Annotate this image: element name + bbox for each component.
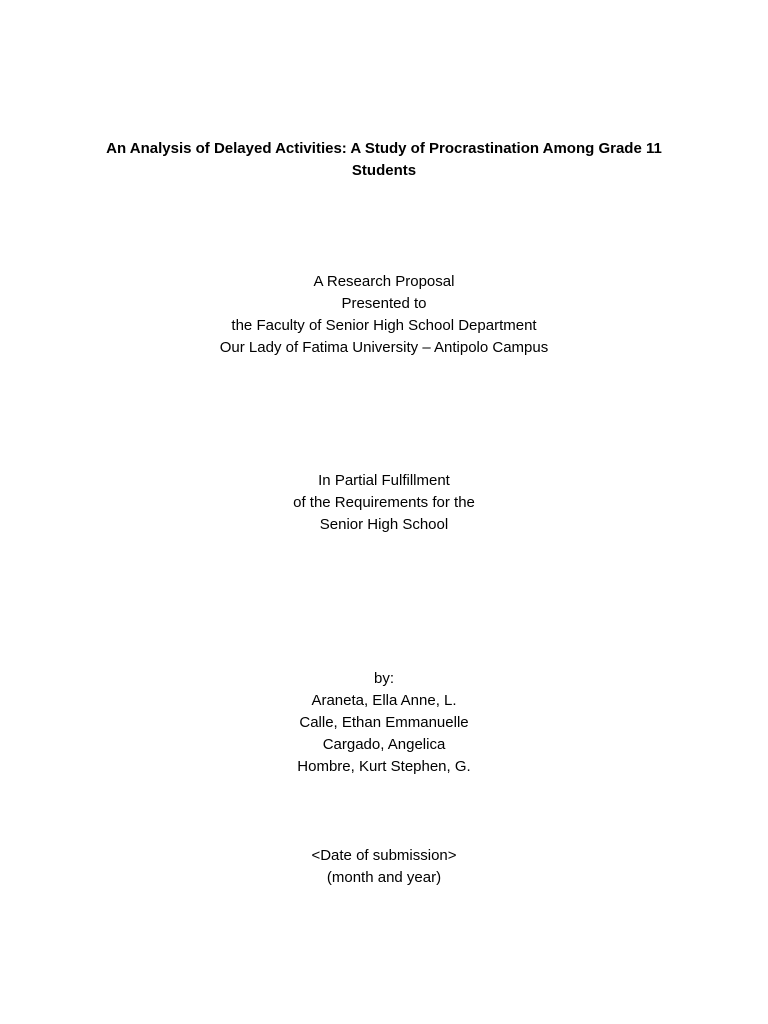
submission-date-hint: (month and year) [326, 869, 442, 886]
fulfillment-line-3: Senior High School [319, 516, 449, 533]
author-name: Cargado, Angelica [322, 736, 446, 753]
title-line-2: Students [351, 162, 417, 179]
by-label: by: [373, 670, 394, 687]
author-name: Hombre, Kurt Stephen, G. [297, 758, 471, 775]
proposal-type: A Research Proposal [313, 273, 455, 290]
fulfillment-line-1: In Partial Fulfillment [318, 472, 450, 489]
author-name: Calle, Ethan Emmanuelle [299, 714, 469, 731]
faculty-department: the Faculty of Senior High School Department [231, 317, 537, 334]
title-line-1: An Analysis of Delayed Activities: A Study of Procrastination Among Grade 11 [106, 140, 662, 157]
fulfillment-line-2: of the Requirements for the [293, 494, 475, 511]
university-campus: Our Lady of Fatima University – Antipolo Campus [219, 339, 549, 356]
author-name: Araneta, Ella Anne, L. [311, 692, 457, 709]
presented-to: Presented to [341, 295, 427, 312]
submission-date: <Date of submission> [311, 847, 457, 864]
